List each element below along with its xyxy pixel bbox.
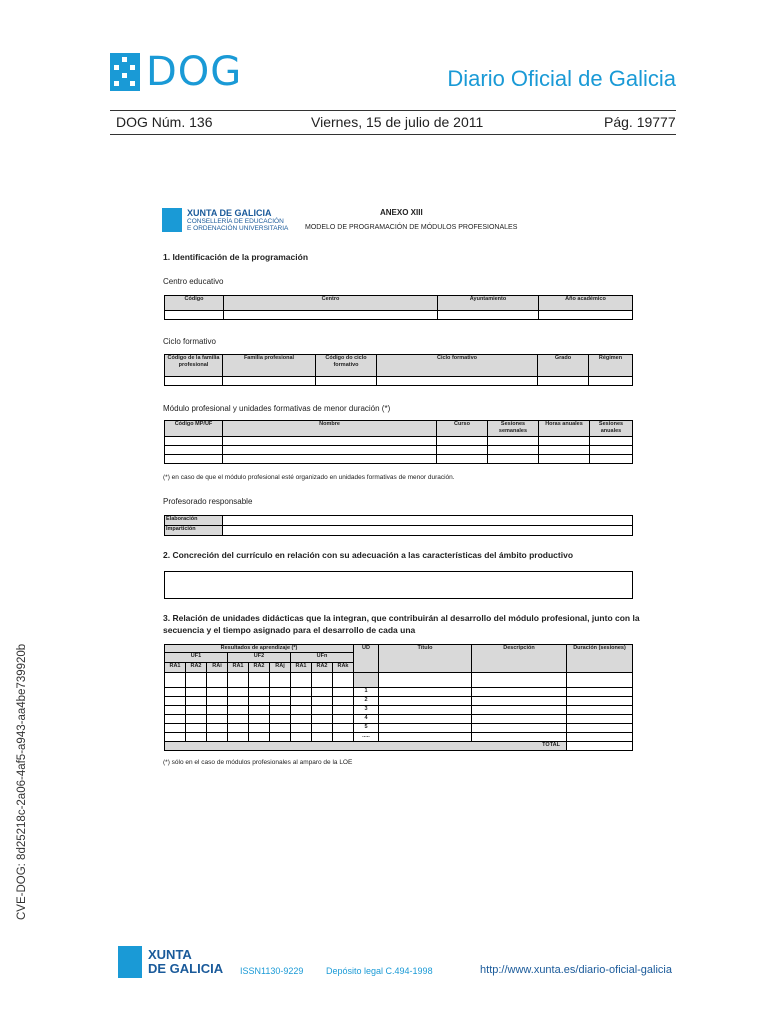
total-row	[165, 742, 633, 751]
centro-label: Centro educativo	[163, 277, 224, 286]
xunta-form-logo	[162, 208, 288, 232]
model-title: MODELO DE PROGRAMACIÓN DE MÓDULOS PROFESIONALES	[305, 224, 518, 231]
form-org-name: XUNTA DE GALICIA	[187, 208, 272, 218]
ud-number: 1	[354, 688, 379, 697]
ciclo-label: Ciclo formativo	[163, 337, 216, 346]
ra-header: RA1	[228, 663, 249, 673]
footer-issn: ISSN1130-9229	[240, 966, 304, 976]
col-codigo-mp: Código MP/UF	[165, 421, 223, 437]
col-cod-familia: Código de la familia profesional	[165, 355, 223, 377]
row-imparticion: Impartición	[165, 526, 223, 536]
col-horas-anuales: Horas anuales	[539, 421, 590, 437]
col-curso: Curso	[437, 421, 488, 437]
footer-shield-icon	[118, 946, 142, 978]
issue-date: Viernes, 15 de julio de 2011	[311, 114, 484, 130]
col-titulo: Título	[379, 645, 472, 673]
section-2-heading: 2. Concreción del currículo en relación con su adecuación a las características del ámbito productivo	[163, 550, 574, 560]
modulo-note: (*) en caso de que el módulo profesional esté organizado en unidades formativas de menor duración.	[163, 474, 455, 481]
col-duracion: Duración (sesiones)	[567, 645, 633, 673]
ra-header: RA1	[291, 663, 312, 673]
footer-deposito: Depósito legal C.494-1998	[326, 966, 433, 976]
footer-url-link[interactable]: http://www.xunta.es/diario-oficial-galicia	[480, 964, 672, 976]
row-elaboracion: Elaboración	[165, 516, 223, 526]
cve-code: CVE-DOG: 8d25218c-2a06-4af5-a943-aa4be739920b	[16, 643, 28, 920]
form-org-sub1: CONSELLERÍA DE EDUCACIÓN	[187, 218, 284, 225]
ciclo-table	[164, 354, 633, 386]
dog-logo-text: DOG	[146, 49, 243, 95]
col-sesiones-anuales: Sesiones anuales	[590, 421, 633, 437]
ud-number: 5	[354, 724, 379, 733]
ra-header: RAj	[270, 663, 291, 673]
issue-number: DOG Núm. 136	[116, 114, 213, 130]
annex-title: ANEXO XIII	[380, 208, 423, 217]
modulo-label: Módulo profesional y unidades formativas de menor duración (*)	[163, 404, 391, 413]
profesorado-table	[164, 515, 633, 536]
col-grado: Grado	[538, 355, 589, 377]
ra-header: RAk	[333, 663, 354, 673]
col-ciclo: Ciclo formativo	[377, 355, 538, 377]
table-row	[165, 733, 633, 742]
publication-title: Diario Oficial de Galicia	[447, 66, 676, 91]
form-org-sub2: E ORDENACIÓN UNIVERSITARIA	[187, 225, 289, 232]
section-1-heading: 1. Identificación de la programación	[163, 252, 309, 262]
xunta-shield-icon	[162, 208, 182, 232]
ud-number: 2	[354, 697, 379, 706]
uf1-header: UF1	[165, 653, 228, 663]
ufn-header: UFn	[291, 653, 354, 663]
ra-header: RA2	[249, 663, 270, 673]
section-2-box	[164, 571, 633, 599]
table-row	[165, 673, 633, 688]
ra-header: RA2	[186, 663, 207, 673]
total-label: TOTAL	[165, 742, 567, 751]
col-resultados: Resultados de aprendizaje (*)	[165, 645, 354, 653]
col-descripcion: Descripción	[472, 645, 567, 673]
footer-org-line2: DE GALICIA	[148, 961, 224, 976]
col-familia: Familia profesional	[223, 355, 316, 377]
col-regimen: Régimen	[589, 355, 633, 377]
ud-number: 3	[354, 706, 379, 715]
page-number: Pág. 19777	[604, 114, 676, 130]
table-row	[165, 455, 633, 464]
galicia-shield-icon	[110, 53, 140, 91]
ra-header: RAi	[207, 663, 228, 673]
ud-number: 4	[354, 715, 379, 724]
col-ud: UD	[354, 645, 379, 673]
centro-table	[164, 295, 633, 320]
col-centro: Centro	[224, 296, 438, 311]
footer-xunta-logo	[118, 946, 223, 978]
section-3-heading-line1: 3. Relación de unidades didácticas que la integran, que contribuirán al desarrollo del módulo profesional, junto con la	[163, 613, 640, 623]
dog-logo	[110, 49, 243, 95]
profesorado-label: Profesorado responsable	[163, 497, 253, 506]
table-row	[165, 706, 633, 715]
section-3-heading-line2: secuencia y el tiempo asignado para el desarrollo de cada una	[163, 625, 416, 635]
table-row	[165, 377, 633, 386]
loe-note: (*) sólo en el caso de módulos profesionales al amparo de la LOE	[163, 759, 353, 766]
col-cod-ciclo: Código do ciclo formativo	[316, 355, 377, 377]
table-row	[165, 715, 633, 724]
ud-number: .....	[354, 733, 379, 742]
table-row	[165, 446, 633, 455]
uf2-header: UF2	[228, 653, 291, 663]
col-ano: Año académico	[539, 296, 633, 311]
table-row	[165, 697, 633, 706]
ra-header: RA1	[165, 663, 186, 673]
unidades-table	[164, 644, 633, 751]
header-rule-bottom	[110, 134, 676, 135]
ra-header: RA2	[312, 663, 333, 673]
footer-org-line1: XUNTA	[148, 947, 192, 962]
col-ayuntamiento: Ayuntamiento	[438, 296, 539, 311]
col-codigo: Código	[165, 296, 224, 311]
header-rule-top	[110, 110, 676, 111]
col-nombre: Nombre	[223, 421, 437, 437]
col-sesiones-semanales: Sesiones semanales	[488, 421, 539, 437]
table-row	[165, 688, 633, 697]
modulo-table	[164, 420, 633, 464]
table-row	[165, 724, 633, 733]
cve-side-text	[12, 643, 34, 920]
table-row	[165, 437, 633, 446]
table-row	[165, 311, 633, 320]
